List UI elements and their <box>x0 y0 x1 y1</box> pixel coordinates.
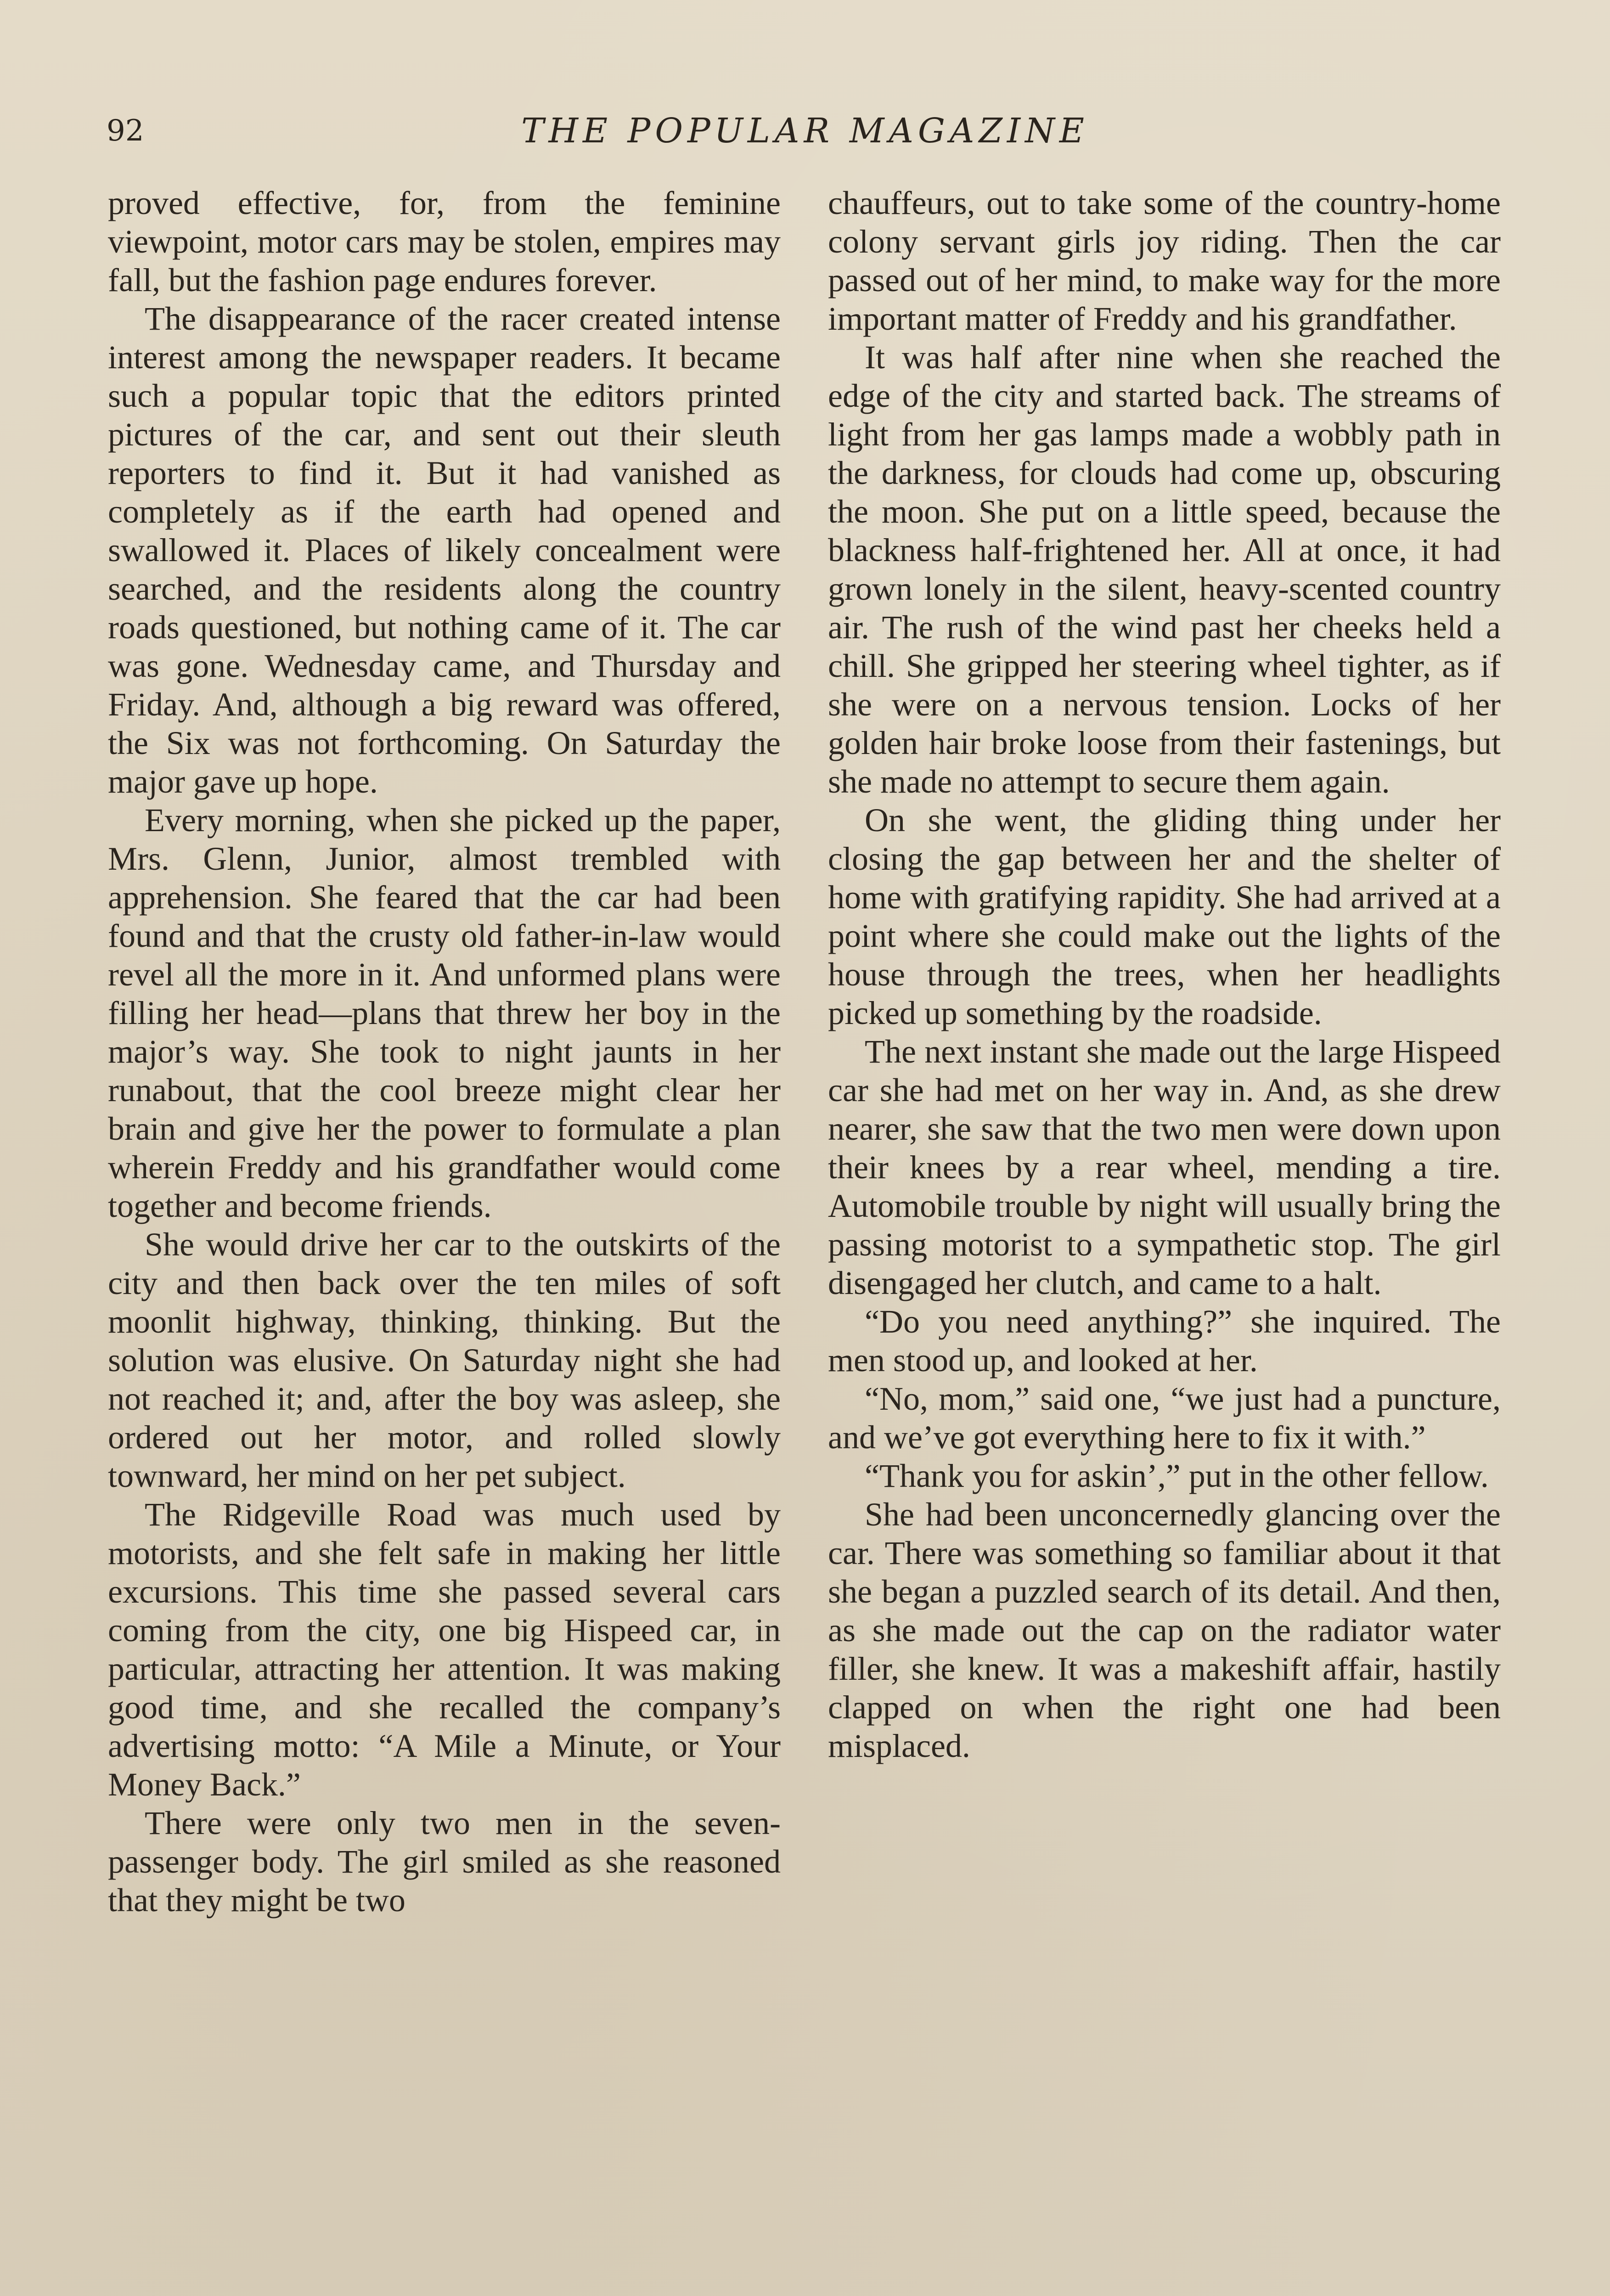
paragraph: The Ridgeville Road was much used by motorists, and she felt safe in making her little excursions. This time she passed several cars coming from the city, one big Hispeed car, in particular, attracting her attention. It was making good time, and she recalled the company’s advertising motto: “A Mile a Minute, or Your Money Back.” <box>108 1496 781 1803</box>
paragraph: chauffeurs, out to take some of the country-home colony servant girls joy riding. Then the car passed out of her mind, to make way for the more important matter of Freddy and his grandfather. <box>828 185 1501 337</box>
running-head-title: THE POPULAR MAGAZINE <box>521 111 1089 151</box>
paragraph: “Do you need anything?” she inquired. The men stood up, and looked at her. <box>828 1303 1501 1379</box>
paragraph: There were only two men in the seven-passenger body. The girl smiled as she reasoned that they might be two <box>108 1805 781 1919</box>
paragraph: She would drive her car to the outskirts of the city and then back over the ten miles of soft moonlit highway, thinking, thinking. But the solution was elusive. On Saturday night she had not reached it; and, after the boy was asleep, she ordered out her motor, and rolled slowly townward, her mind on her pet subject. <box>108 1226 781 1494</box>
paragraph: “Thank you for askin’,” put in the other fellow. <box>865 1458 1489 1494</box>
paragraph: It was half after nine when she reached the edge of the city and started back. The streams of light from her gas lamps made a wobbly path in the darkness, for clouds had come up, obscuring the moon. She put on a little speed, because the blackness half-frightened her. All at once, it had grown lonely in the silent, heavy-scented country air. The rush of the wind past her cheeks held a chill. She gripped her steering wheel tighter, as if she were on a nervous tension. Locks of her golden hair broke loose from their fastenings, but she made no attempt to secure them again. <box>828 339 1501 800</box>
text-column-right <box>828 184 1501 1765</box>
paragraph: The disappearance of the racer created intense interest among the newspaper readers. It became such a popular topic that the editors printed pictures of the car, and sent out their sleuth reporters to find it. But it had vanished as completely as if the earth had opened and swallowed it. Places of likely concealment were searched, and the residents along the country roads questioned, but nothing came of it. The car was gone. Wednesday came, and Thursday and Friday. And, although a big reward was offered, the Six was not forthcoming. On Saturday the major gave up hope. <box>108 300 781 800</box>
page-number: 92 <box>107 114 144 148</box>
paragraph: Every morning, when she picked up the paper, Mrs. Glenn, Junior, almost trembled with apprehension. She feared that the car had been found and that the crusty old father-in-law would revel all the more in it. And unformed plans were filling her head—plans that threw her boy in the major’s way. She took to night jaunts in her runabout, that the cool breeze might clear her brain and give her the power to formulate a plan wherein Freddy and his grandfather would come together and become friends. <box>108 802 781 1224</box>
text-column-left <box>108 184 781 1919</box>
paragraph: The next instant she made out the large Hispeed car she had met on her way in. And, as she drew nearer, she saw that the two men were down upon their knees by a rear wheel, mending a tire. Automobile trouble by night will usually bring the passing motorist to a sympathetic stop. The girl disengaged her clutch, and came to a halt. <box>828 1033 1501 1301</box>
paragraph: On she went, the gliding thing under her closing the gap between her and the shelter of home with gratifying rapidity. She had arrived at a point where she could make out the lights of the house through the trees, when her headlights picked up something by the roadside. <box>828 802 1501 1031</box>
paragraph: “No, mom,” said one, “we just had a puncture, and we’ve got everything here to fix it with.” <box>828 1380 1501 1456</box>
paragraph: proved effective, for, from the feminine viewpoint, motor cars may be stolen, empires may fall, but the fashion page endures forever. <box>108 185 781 298</box>
page-header <box>107 106 1503 156</box>
paragraph: She had been unconcernedly glancing over the car. There was something so familiar about it that she began a puzzled search of its detail. And then, as she made out the cap on the radiator water filler, she knew. It was a makeshift affair, hastily clapped on when the right one had been misplaced. <box>828 1496 1501 1764</box>
